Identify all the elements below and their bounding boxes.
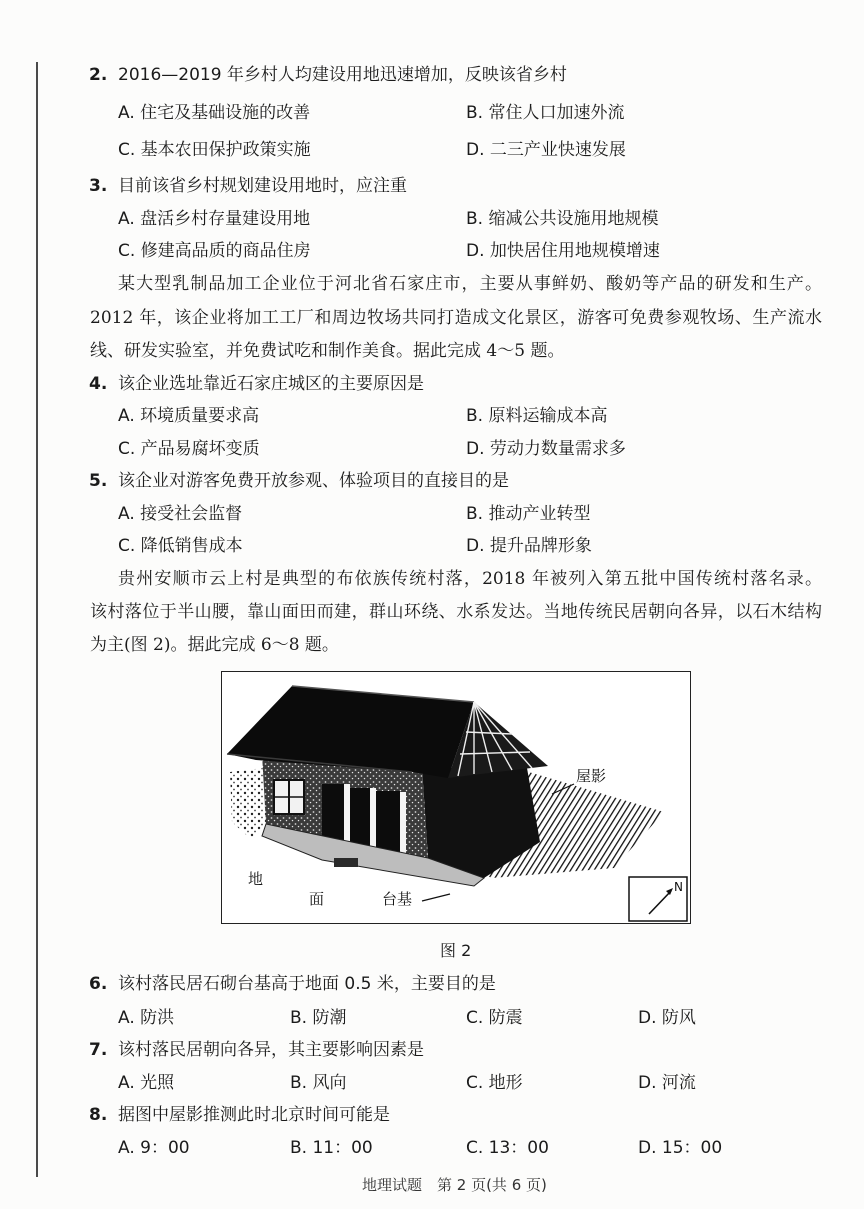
page-footer: 地理试题 第 2 页(共 6 页) [362,1176,547,1194]
question-stem: 据图中屋影推测此时北京时间可能是 [118,1105,390,1125]
question-stem: 该企业选址靠近石家庄城区的主要原因是 [118,374,424,394]
option-b: B. 缩减公共设施用地规模 [466,209,659,229]
question-number: 8. [89,1105,108,1125]
passage-line: 贵州安顺市云上村是典型的布依族传统村落，2018 年被列入第五批中国传统村落名录。 [118,569,822,589]
option-c: C. 产品易腐坏变质 [118,439,260,459]
option-c: C. 修建高品质的商品住房 [118,241,311,261]
option-a: A. 防洪 [118,1008,175,1028]
option-d: D. 防风 [638,1008,696,1028]
option-d: D. 二三产业快速发展 [466,140,626,160]
passage-line: 线、研发实验室，并免费试吃和制作美食。据此完成 4～5 题。 [90,341,565,361]
label-ground-1: 地 [248,870,264,888]
option-b: B. 常住人口加速外流 [466,103,625,123]
passage-line: 为主(图 2)。据此完成 6～8 题。 [90,635,339,655]
option-c: C. 防震 [466,1008,523,1028]
option-a: A. 9：00 [118,1138,190,1158]
option-a: A. 环境质量要求高 [118,406,260,426]
option-c: C. 基本农田保护政策实施 [118,140,311,160]
passage-line: 该村落位于半山腰，靠山面田而建，群山环绕、水系发达。当地传统民居朝向各异，以石木结构 [90,602,822,622]
question-stem: 该村落民居朝向各异，其主要影响因素是 [118,1040,424,1060]
platform-leader-line [422,894,450,901]
question-number: 6. [89,974,108,994]
option-d: D. 加快居住用地规模增速 [466,241,660,261]
door-opening [350,788,370,850]
option-d: D. 河流 [638,1073,696,1093]
margin-line [36,62,38,1177]
label-platform: 台基 [382,890,413,908]
option-b: B. 11：00 [290,1138,373,1158]
option-c: C. 降低销售成本 [118,536,243,556]
option-d: D. 提升品牌形象 [466,536,592,556]
option-b: B. 防潮 [290,1008,347,1028]
door-opening [376,791,400,853]
question-number: 2. [89,65,108,85]
question-stem: 该村落民居石砌台基高于地面 0.5 米，主要目的是 [118,974,496,994]
passage-line: 2012 年，该企业将加工工厂和周边牧场共同打造成文化景区，游客可免费参观牧场、生产流水 [90,308,822,328]
question-number: 7. [89,1040,108,1060]
option-d: D. 劳动力数量需求多 [466,439,626,459]
option-b: B. 原料运输成本高 [466,406,608,426]
figure-caption: 图 2 [440,941,472,960]
question-number: 5. [89,471,108,491]
option-a: A. 住宅及基础设施的改善 [118,103,311,123]
figure-house-illustration [221,671,691,924]
option-a: A. 光照 [118,1073,175,1093]
option-a: A. 盘活乡村存量建设用地 [118,209,311,229]
pillar [400,792,406,860]
question-number: 3. [89,176,108,196]
option-b: B. 风向 [290,1073,347,1093]
option-c: C. 13：00 [466,1138,549,1158]
option-a: A. 接受社会监督 [118,504,243,524]
steps [334,858,358,867]
house-drawing [222,672,689,922]
option-c: C. 地形 [466,1073,523,1093]
question-stem: 目前该省乡村规划建设用地时，应注重 [118,176,407,196]
label-ground-2: 面 [309,890,325,908]
question-stem: 该企业对游客免费开放参观、体验项目的直接目的是 [118,471,509,491]
question-stem: 2016—2019 年乡村人均建设用地迅速增加，反映该省乡村 [118,65,567,85]
option-b: B. 推动产业转型 [466,504,591,524]
question-number: 4. [89,374,108,394]
option-d: D. 15：00 [638,1138,723,1158]
label-roof-shadow: 屋影 [576,767,607,785]
passage-line: 某大型乳制品加工企业位于河北省石家庄市，主要从事鲜奶、酸奶等产品的研发和生产。 [118,274,822,294]
north-label: N [674,880,683,894]
